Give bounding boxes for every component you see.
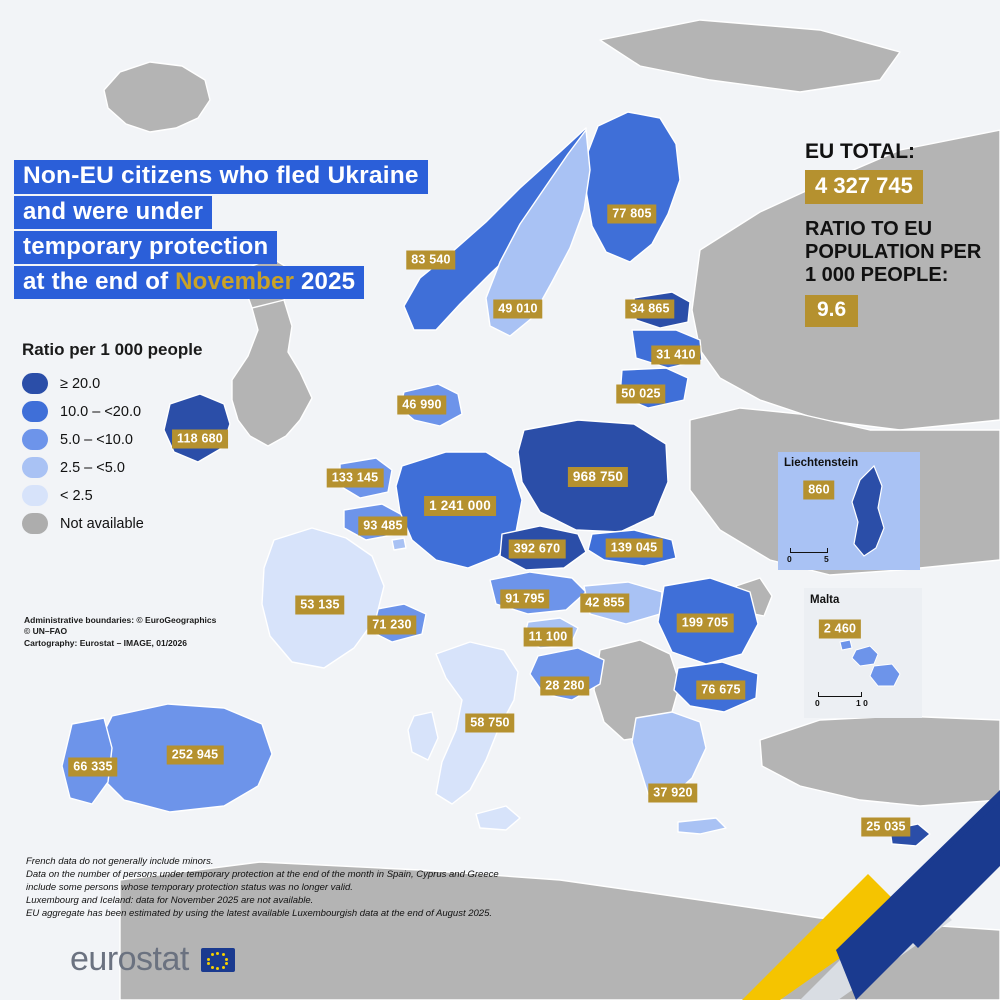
data-label-portugal: 66 335 — [68, 758, 117, 777]
data-label-croatia: 28 280 — [540, 677, 589, 696]
data-label-netherlands: 133 145 — [327, 469, 384, 488]
country-sardinia — [408, 712, 438, 760]
data-label-romania: 199 705 — [677, 614, 734, 633]
inset-value-malta: 2 460 — [819, 620, 861, 639]
data-label-austria: 91 795 — [500, 590, 549, 609]
title-line-3: temporary protection — [14, 231, 277, 264]
legend-label: Not available — [60, 515, 144, 532]
title-line-4-pre: at the end of — [23, 268, 176, 296]
data-label-slovakia: 139 045 — [606, 539, 663, 558]
credits-line-3: Cartography: Eurostat – IMAGE, 01/2026 — [24, 637, 187, 648]
legend-label: ≥ 20.0 — [60, 375, 101, 392]
data-label-czechia: 392 670 — [509, 540, 566, 559]
legend-swatch — [22, 401, 48, 422]
data-label-ireland: 118 680 — [172, 430, 228, 449]
legend-swatch — [22, 457, 48, 478]
footnote-3: include some persons whose temporary protection status was no longer valid. — [26, 882, 353, 894]
legend-swatch — [22, 429, 48, 450]
title-line-1: Non-EU citizens who fled Ukraine — [14, 160, 428, 194]
scalebar-line-malta — [818, 692, 862, 697]
data-label-latvia: 31 410 — [651, 346, 700, 365]
legend-row — [22, 510, 252, 538]
footnote-4: Luxembourg and Iceland: data for November 2025 are not available. — [26, 895, 314, 907]
data-label-switzerland: 71 230 — [367, 616, 416, 635]
credits-line-2: © UN–FAO — [24, 626, 68, 637]
inset-malta — [804, 588, 922, 718]
eu-flag-icon — [201, 948, 235, 972]
legend-label: 5.0 – <10.0 — [60, 431, 133, 448]
footnote-2: Data on the number of persons under temporary protection at the end of the month in Spain, Cyprus and Greece — [26, 869, 499, 881]
legend-label: < 2.5 — [60, 487, 93, 504]
footnotes — [26, 855, 586, 921]
legend-items — [22, 370, 252, 538]
data-label-germany: 1 241 000 — [424, 496, 496, 516]
data-label-greece: 37 920 — [648, 784, 697, 803]
legend-swatch — [22, 373, 48, 394]
eu-total-label: EU TOTAL: — [805, 140, 916, 163]
legend-row — [22, 454, 252, 482]
data-label-hungary: 42 855 — [580, 594, 629, 613]
eurostat-logo-text: eurostat — [70, 940, 189, 978]
data-label-italy: 58 750 — [465, 714, 514, 733]
country-luxembourg — [392, 538, 406, 550]
legend-row — [22, 482, 252, 510]
title-line-4-post: 2025 — [294, 268, 356, 296]
inset-value-liechtenstein: 860 — [803, 481, 834, 500]
map-credits — [24, 615, 284, 649]
legend-row — [22, 398, 252, 426]
legend-label: 2.5 – <5.0 — [60, 459, 125, 476]
inset-liechtenstein — [778, 452, 920, 570]
inset-title-malta: Malta — [810, 594, 840, 606]
eu-total-value: 4 327 745 — [805, 170, 923, 204]
data-label-norway: 83 540 — [406, 251, 455, 270]
page-title — [14, 160, 444, 301]
scalebar-left-liechtenstein: 0 — [787, 554, 792, 564]
legend-label: 10.0 – <20.0 — [60, 403, 142, 420]
inset-title-liechtenstein: Liechtenstein — [784, 457, 859, 469]
legend-swatch — [22, 485, 48, 506]
title-line-4 — [14, 266, 364, 299]
scalebar-line-liechtenstein — [790, 548, 828, 553]
data-label-sweden: 49 010 — [493, 300, 542, 319]
country-finland — [586, 112, 680, 262]
country-crete — [678, 818, 726, 834]
data-label-finland: 77 805 — [607, 205, 656, 224]
eu-ratio-value: 9.6 — [805, 295, 858, 327]
scalebar-left-malta: 0 — [815, 698, 820, 708]
legend-title: Ratio per 1 000 people — [22, 340, 203, 359]
scalebar-right-malta: 1 0 — [856, 698, 868, 708]
data-label-bulgaria: 76 675 — [696, 681, 745, 700]
country-sicily — [476, 806, 520, 830]
data-label-poland: 968 750 — [568, 467, 628, 487]
title-highlight-month: November — [175, 268, 295, 296]
footnote-5: EU aggregate has been estimated by using the latest available Luxembourgish data at the end of August 2025. — [26, 908, 492, 920]
legend-swatch — [22, 513, 48, 534]
data-label-denmark: 46 990 — [397, 396, 446, 415]
credits-line-1: Administrative boundaries: © EuroGeographics — [24, 615, 217, 625]
legend-row — [22, 370, 252, 398]
summary-panel — [805, 140, 995, 327]
data-label-belgium: 93 485 — [358, 517, 407, 536]
eu-ratio-label: RATIO TO EU POPULATION PER 1 000 PEOPLE: — [805, 217, 982, 286]
data-label-slovenia: 11 100 — [524, 628, 573, 647]
data-label-estonia: 34 865 — [625, 300, 674, 319]
scalebar-right-liechtenstein: 5 — [824, 554, 829, 564]
data-label-france: 53 135 — [295, 596, 344, 615]
data-label-spain: 252 945 — [167, 746, 224, 765]
footnote-1: French data do not generally include minors. — [26, 856, 214, 867]
eurostat-logo — [70, 940, 235, 979]
data-label-lithuania: 50 025 — [616, 385, 665, 404]
data-label-cyprus: 25 035 — [861, 818, 910, 837]
title-line-2: and were under — [14, 196, 212, 229]
